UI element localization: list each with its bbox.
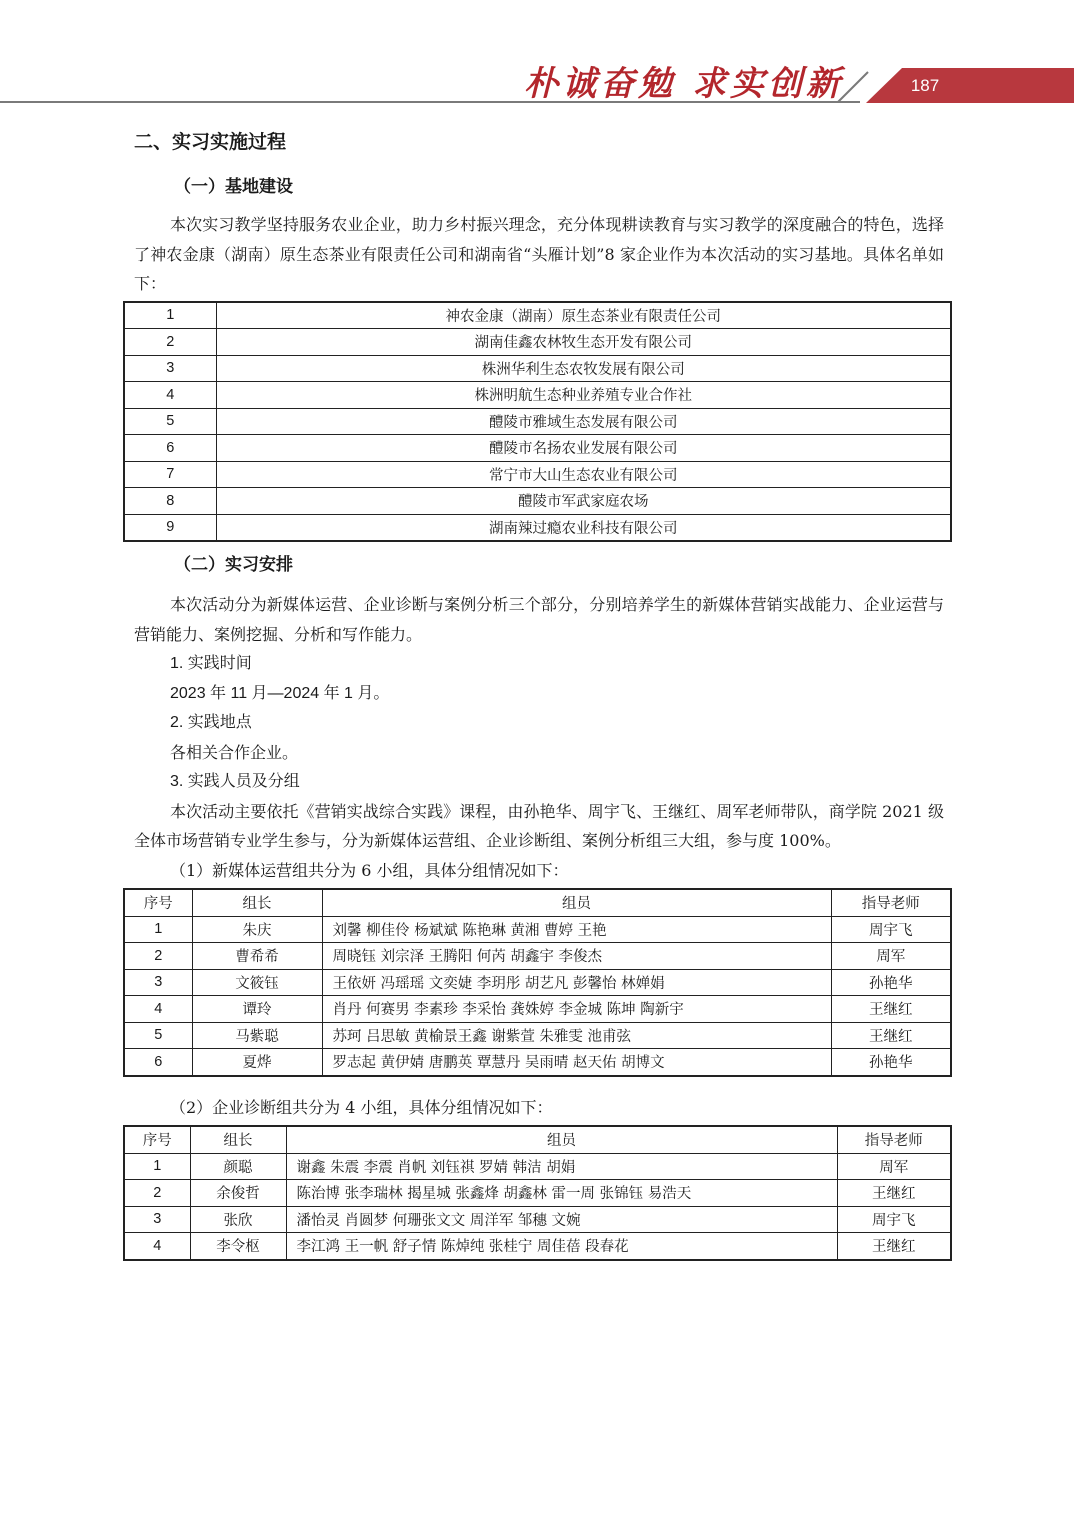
subsection-title-arrangement: （二）实习安排	[174, 555, 293, 575]
page-number: 187	[910, 76, 940, 95]
practice-location-text: 各相关合作企业。	[170, 742, 299, 762]
base-no-cell: 1	[124, 302, 216, 329]
group-no-cell: 1	[124, 916, 192, 943]
group-members-cell: 陈治博 张李瑞林 揭星城 张鑫烽 胡鑫林 雷一周 张锦钰 易浩天	[286, 1180, 837, 1207]
table-row	[124, 355, 951, 382]
group-members-cell: 谢鑫 朱震 李震 肖帆 刘钰祺 罗婧 韩洁 胡娟	[286, 1153, 837, 1180]
diagnosis-group-table	[123, 1125, 952, 1261]
base-no-cell: 7	[124, 461, 216, 488]
group-members-cell: 王依妍 冯瑶瑶 文奕婕 李玥彤 胡艺凡 彭馨怡 林婵娟	[322, 969, 831, 996]
group-members-cell: 潘怡灵 肖圆梦 何珊张文文 周洋军 邹穗 文婉	[286, 1206, 837, 1233]
base-name-cell: 株洲明航生态种业养殖专业合作社	[216, 382, 951, 409]
base-table	[123, 301, 952, 543]
header-motto: 朴诚奋勉 求实创新	[524, 64, 844, 104]
group-members-cell: 刘馨 柳佳伶 杨斌斌 陈艳琳 黄湘 曹婷 王艳	[322, 916, 831, 943]
table-row	[124, 1049, 951, 1076]
base-name-cell: 神农金康（湖南）原生态茶业有限责任公司	[216, 302, 951, 329]
base-name-cell: 醴陵市军武家庭农场	[216, 488, 951, 515]
group-teacher-cell: 王继红	[837, 1180, 951, 1207]
table-row	[124, 329, 951, 356]
table-row	[124, 408, 951, 435]
base-no-cell: 5	[124, 408, 216, 435]
group-members-cell: 李江鸿 王一帆 舒子情 陈焯纯 张桂宁 周佳蓓 段春花	[286, 1233, 837, 1260]
group-leader-cell: 颜聪	[190, 1153, 286, 1180]
table-row	[124, 996, 951, 1023]
base-name-cell: 株洲华利生态农牧发展有限公司	[216, 355, 951, 382]
group-leader-cell: 谭玲	[192, 996, 322, 1023]
group-no-cell: 3	[124, 1206, 190, 1233]
group-teacher-cell: 周宇飞	[831, 916, 951, 943]
table-row	[124, 1233, 951, 1260]
group-no-cell: 4	[124, 996, 192, 1023]
group-leader-cell: 余俊哲	[190, 1180, 286, 1207]
header-members: 组员	[322, 889, 831, 916]
subsection-title-base: （一）基地建设	[174, 177, 293, 197]
group-teacher-cell: 周军	[837, 1153, 951, 1180]
group-no-cell: 3	[124, 969, 192, 996]
group-teacher-cell: 孙艳华	[831, 1049, 951, 1076]
practice-time-text: 2023 年 11 月—2024 年 1 月。	[170, 684, 390, 702]
header-leader: 组长	[190, 1126, 286, 1153]
table-row	[124, 488, 951, 515]
group-leader-cell: 曹希希	[192, 943, 322, 970]
base-name-cell: 湖南辣过瘾农业科技有限公司	[216, 514, 951, 541]
table-header-row	[124, 1126, 951, 1153]
table-row	[124, 1180, 951, 1207]
base-name-cell: 湖南佳鑫农林牧生态开发有限公司	[216, 329, 951, 356]
base-intro-paragraph: 本次实习教学坚持服务农业企业，助力乡村振兴理念，充分体现耕读教育与实习教学的深度融合的特色，选择了神农金康（湖南）原生态茶业有限责任公司和湖南省“头雁计划”8 家企业作为本次活动的实习基地。具体名单如下：	[134, 215, 944, 293]
table-row	[124, 461, 951, 488]
group-teacher-cell: 孙艳华	[831, 969, 951, 996]
header-no: 序号	[124, 1126, 190, 1153]
group-leader-cell: 张欣	[190, 1206, 286, 1233]
group2-caption: （2）企业诊断组共分为 4 小组，具体分组情况如下：	[170, 1097, 553, 1117]
group-members-cell: 苏珂 吕思敏 黄榆景王鑫 谢紫萱 朱雅雯 池甫弦	[322, 1022, 831, 1049]
group-no-cell: 4	[124, 1233, 190, 1260]
practice-time-label: 1. 实践时间	[170, 655, 252, 672]
group-teacher-cell: 王继红	[837, 1233, 951, 1260]
group-leader-cell: 李令枢	[190, 1233, 286, 1260]
table-row	[124, 302, 951, 329]
group-leader-cell: 夏烨	[192, 1049, 322, 1076]
group1-caption: （1）新媒体运营组共分为 6 小组，具体分组情况如下：	[170, 860, 569, 880]
table-row	[124, 916, 951, 943]
page-header	[0, 0, 1074, 110]
table-row	[124, 943, 951, 970]
practice-staff-text: 本次活动主要依托《营销实战综合实践》课程，由孙艳华、周宇飞、王继红、周军老师带队，商学院 2021 级全体市场营销专业学生参与，分为新媒体运营组、企业诊断组、案例分析组三大组，参与度 100%。	[134, 801, 944, 850]
group-members-cell: 肖丹 何赛男 李素珍 李采怡 龚姝婷 李金城 陈坤 陶新宇	[322, 996, 831, 1023]
group-no-cell: 5	[124, 1022, 192, 1049]
group-members-cell: 周晓钰 刘宗泽 王腾阳 何芮 胡鑫宇 李俊杰	[322, 943, 831, 970]
base-no-cell: 8	[124, 488, 216, 515]
group-teacher-cell: 周宇飞	[837, 1206, 951, 1233]
table-row	[124, 435, 951, 462]
new-media-group-table	[123, 888, 952, 1077]
table-row	[124, 1022, 951, 1049]
group-leader-cell: 朱庆	[192, 916, 322, 943]
group-members-cell: 罗志起 黄伊婧 唐鹏英 覃慧丹 吴雨晴 赵天佑 胡博文	[322, 1049, 831, 1076]
base-no-cell: 3	[124, 355, 216, 382]
base-no-cell: 2	[124, 329, 216, 356]
practice-location-label: 2. 实践地点	[170, 714, 252, 731]
base-no-cell: 6	[124, 435, 216, 462]
group-teacher-cell: 周军	[831, 943, 951, 970]
group-no-cell: 2	[124, 943, 192, 970]
group-no-cell: 1	[124, 1153, 190, 1180]
group-no-cell: 2	[124, 1180, 190, 1207]
base-no-cell: 4	[124, 382, 216, 409]
table-row	[124, 969, 951, 996]
base-name-cell: 常宁市大山生态农业有限公司	[216, 461, 951, 488]
header-members: 组员	[286, 1126, 837, 1153]
group-no-cell: 6	[124, 1049, 192, 1076]
arrangement-intro-paragraph: 本次活动分为新媒体运营、企业诊断与案例分析三个部分，分别培养学生的新媒体营销实战能力、企业运营与营销能力、案例挖掘、分析和写作能力。	[134, 595, 944, 644]
base-name-cell: 醴陵市名扬农业发展有限公司	[216, 435, 951, 462]
table-row	[124, 1206, 951, 1233]
table-row	[124, 514, 951, 541]
group-teacher-cell: 王继红	[831, 996, 951, 1023]
group-leader-cell: 文筱钰	[192, 969, 322, 996]
page-content	[134, 126, 944, 1261]
group-leader-cell: 马紫聪	[192, 1022, 322, 1049]
header-teacher: 指导老师	[831, 889, 951, 916]
base-no-cell: 9	[124, 514, 216, 541]
table-row	[124, 1153, 951, 1180]
header-no: 序号	[124, 889, 192, 916]
group-teacher-cell: 王继红	[831, 1022, 951, 1049]
header-teacher: 指导老师	[837, 1126, 951, 1153]
section-title: 二、实习实施过程	[134, 131, 287, 153]
table-row	[124, 382, 951, 409]
practice-staff-label: 3. 实践人员及分组	[170, 773, 300, 790]
header-leader: 组长	[192, 889, 322, 916]
base-name-cell: 醴陵市雅域生态发展有限公司	[216, 408, 951, 435]
table-header-row	[124, 889, 951, 916]
